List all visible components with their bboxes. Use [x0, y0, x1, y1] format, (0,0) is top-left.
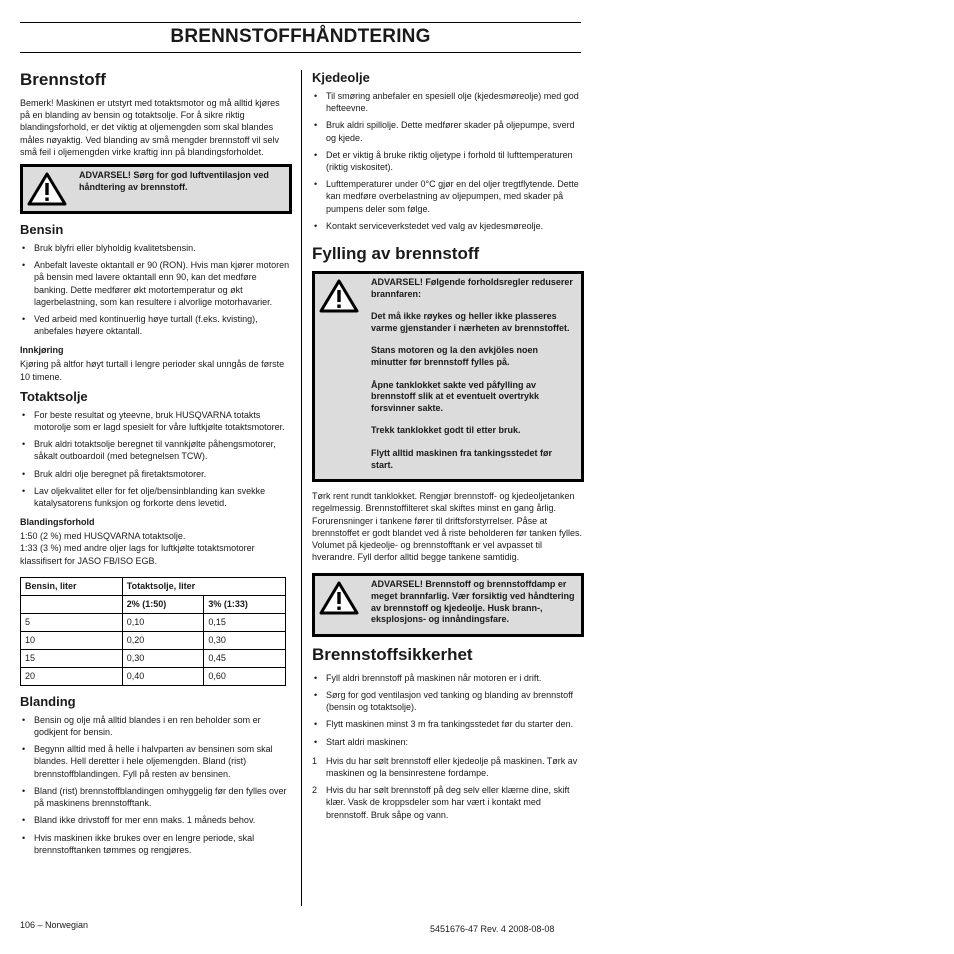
list-item: • Lav oljekvalitet eller for fet olje/bensinblanding kan svekke katalysatorens funksjon og forkorte dens levetid.	[20, 485, 292, 509]
heading-innkjoring: Innkjøring	[20, 345, 64, 356]
mix-ratio-line-2: 1:33 (3 %) med andre oljer lags for luftkjølte totaktsmotorer klassifisert for JASO FB/ISO EGB.	[20, 543, 255, 566]
table-subheader-3pct: 3% (1:33)	[204, 595, 286, 613]
warning-paragraph: Trekk tanklokket godt til etter bruk.	[371, 425, 521, 436]
table-cell: 0,30	[122, 649, 204, 667]
list-item: • Begynn alltid med å helle i halvparten av bensinen som skal blandes. Hell deretter i hele oljemengden. Bland (rist) brennstoffblandingen. Fyll på resten av bensinen.	[20, 743, 292, 780]
right-column	[312, 70, 584, 826]
table-row	[21, 613, 286, 631]
table-cell	[21, 595, 123, 613]
numbered-item	[312, 784, 584, 821]
sikkerhet-numbered-list	[312, 755, 584, 821]
warning-text: ADVARSEL! Sørg for god luftventilasjon ved håndtering av brennstoff.	[79, 170, 269, 192]
fylling-paragraph: Tørk rent rundt tanklokket. Rengjør brennstoff- og kjedeoljetanken regelmessig. Brennstoffilteret skal skiftes minst en gang årlig. Forurensninger i tankene fører til driftsforstyrrelser. Påse at brennstoffet er godt blandet ved å riste beholderen før tanken fylles. Volumet på kjedeolje- og brennstofftank er vel avpasset til hverandre. Fyll derfor alltid begge tankene samtidig.	[312, 491, 582, 563]
list-item: • Start aldri maskinen:	[312, 736, 584, 748]
table-cell: 0,20	[122, 631, 204, 649]
table-subheader-2pct: 2% (1:50)	[122, 595, 204, 613]
numbered-item	[312, 755, 584, 779]
table-cell: 10	[21, 631, 123, 649]
list-item: • Bruk blyfri eller blyholdig kvalitetsbensin.	[20, 242, 292, 254]
list-item: • Bruk aldri spillolje. Dette medfører skader på oljepumpe, sverd og kjede.	[312, 119, 584, 143]
table-row	[21, 649, 286, 667]
table-cell: 0,30	[204, 631, 286, 649]
heading-kjedeolje: Kjedeolje	[312, 70, 370, 85]
warning-paragraph: Flytt alltid maskinen fra tankingsstedet før start.	[371, 447, 553, 470]
item-text: Hvis du har sølt brennstoff eller kjedeolje på maskinen. Tørk av maskinen og la bensinrestene fordampe.	[326, 755, 578, 778]
list-item: • For beste resultat og yteevne, bruk HUSQVARNA totakts motorolje som er lagd spesielt for våre luftkjølte totaktsmotorer.	[20, 409, 292, 433]
list-item: • Lufttemperaturer under 0°C gjør en del oljer tregtflytende. Dette kan medføre overbelastning av oljepumpen, med skader på pumpens deler som følge.	[312, 178, 584, 215]
table-cell: 0,45	[204, 649, 286, 667]
warning-paragraph: Åpne tanklokket sakte ved påfylling av brennstoff slik at et eventuelt overtrykk forsvinner sakte.	[371, 379, 540, 413]
table-cell: 15	[21, 649, 123, 667]
left-column	[20, 70, 292, 863]
mix-ratio-line-1: 1:50 (2 %) med HUSQVARNA totaktsolje.	[20, 531, 186, 542]
innkjoring-paragraph: Kjøring på altfor høyt turtall i lengre perioder skal unngås de første 10 timene.	[20, 359, 285, 382]
list-item: • Til smøring anbefaler en spesiell olje (kjedesmøreolje) med god hefteevne.	[312, 90, 584, 114]
list-item: • Fyll aldri brennstoff på maskinen når motoren er i drift.	[312, 672, 584, 684]
list-item: • Sørg for god ventilasjon ved tanking og blanding av brennstoff (bensin og totaktsolje).	[312, 689, 584, 713]
table-cell: 0,60	[204, 667, 286, 685]
heading-brennstoff: Brennstoff	[20, 70, 106, 89]
sikkerhet-list	[312, 672, 584, 748]
list-item: • Bruk aldri totaktsolje beregnet til vannkjølte påhengsmotorer, såkalt outboardoil (med betegnelsen TCW).	[20, 438, 292, 462]
list-item: • Det er viktig å bruke riktig oljetype i forhold til lufttemperaturen (riktig viskositet).	[312, 149, 584, 173]
kjedeolje-list	[312, 90, 584, 232]
list-item: • Bland (rist) brennstoffblandingen omhyggelig før den fylles over på maskinens brennstofftank.	[20, 785, 292, 809]
blanding-list	[20, 714, 292, 856]
list-item: • Bensin og olje må alltid blandes i en ren beholder som er godkjent for bensin.	[20, 714, 292, 738]
warning-triangle-icon	[319, 278, 359, 314]
footer-document-id: 5451676-47 Rev. 4 2008-08-08	[430, 924, 555, 934]
column-divider	[301, 70, 302, 906]
warning-triangle-icon	[27, 171, 67, 207]
warning-paragraph: Det må ikke røykes og heller ikke plasseres varme gjenstander i nærheten av brennstoffet.	[371, 311, 570, 333]
warning-paragraph: Stans motoren og la den avkjöles noen minutter før brennstoff fylles på.	[371, 345, 539, 367]
table-cell: 20	[21, 667, 123, 685]
list-item: • Hvis maskinen ikke brukes over en lengre periode, skal brennstofftanken tømmes og rengjøres.	[20, 832, 292, 856]
warning-text: ADVARSEL! Brennstoff og brennstoffdamp er meget brannfarlig. Vær forsiktig ved håndtering av brennstoff og kjedeolje. Husk brann-, eksplosjons- og innåndingsfare.	[371, 579, 575, 625]
list-item: • Ved arbeid med kontinuerlig høye turtall (f.eks. kvisting), anbefales høyere oktantall.	[20, 313, 292, 337]
heading-blandingsforhold: Blandingsforhold	[20, 517, 95, 528]
table-row	[21, 667, 286, 685]
heading-sikkerhet: Brennstoffsikkerhet	[312, 644, 473, 664]
table-row	[21, 631, 286, 649]
table-cell: 0,10	[122, 613, 204, 631]
bensin-list	[20, 242, 292, 337]
intro-paragraph: Bemerk! Maskinen er utstyrt med totaktsmotor og må alltid kjøres på en blanding av bensin og totaktsolje. For å sikre riktig blandingsforhold, er det viktig at oljemengden som skal blandes måles nøyaktig. Ved blanding av små mengder brennstoff vil selv små feil i oljemengden virke kraftig inn på blandingsforholdet.	[20, 98, 280, 157]
totaktsolje-list	[20, 409, 292, 509]
heading-totaktsolje: Totaktsolje	[20, 388, 88, 404]
table-header-totaktsolje: Totaktsolje, liter	[122, 577, 285, 595]
header-rule-bottom	[20, 52, 581, 53]
table-cell: 0,40	[122, 667, 204, 685]
footer-page-number: 106 – Norwegian	[20, 920, 89, 930]
item-text: Hvis du har sølt brennstoff på deg selv eller klærne dine, skift klær. Vask de kroppsdeler som har vært i kontakt med brennstoff. Bruk såpe og vann.	[326, 785, 570, 820]
heading-blanding: Blanding	[20, 693, 76, 709]
page-title: BRENNSTOFFHÅNDTERING	[170, 26, 431, 47]
table-header-bensin: Bensin, liter	[21, 577, 123, 595]
list-item: • Anbefalt laveste oktantall er 90 (RON). Hvis man kjører motoren på bensin med lavere oktantall enn 90, kan det medføre banking. Dette medfører økt motortemperatur og økt lagerbelastning, som kan resultere i alvorlige motorhavarier.	[20, 259, 292, 308]
item-number: 2	[312, 785, 318, 796]
warning-triangle-icon	[319, 580, 359, 616]
header-rule-top	[20, 22, 581, 23]
warning-box-fire-risk	[312, 271, 584, 482]
table-cell: 5	[21, 613, 123, 631]
list-item: • Bland ikke drivstoff for mer enn maks. 1 måneds behov.	[20, 814, 292, 826]
warning-paragraph: ADVARSEL! Følgende forholdsregler reduserer brannfaren:	[371, 277, 573, 299]
list-item: • Flytt maskinen minst 3 m fra tankingsstedet før du starter den.	[312, 718, 584, 730]
mix-table	[20, 577, 286, 686]
warning-box-flammable	[312, 573, 584, 636]
table-cell: 0,15	[204, 613, 286, 631]
list-item: • Kontakt serviceverkstedet ved valg av kjedesmøreolje.	[312, 220, 584, 232]
heading-fylling: Fylling av brennstoff	[312, 244, 480, 264]
item-number: 1	[312, 755, 318, 766]
warning-box-ventilation	[20, 164, 292, 214]
heading-bensin: Bensin	[20, 222, 64, 238]
list-item: • Bruk aldri olje beregnet på firetaktsmotorer.	[20, 468, 292, 480]
